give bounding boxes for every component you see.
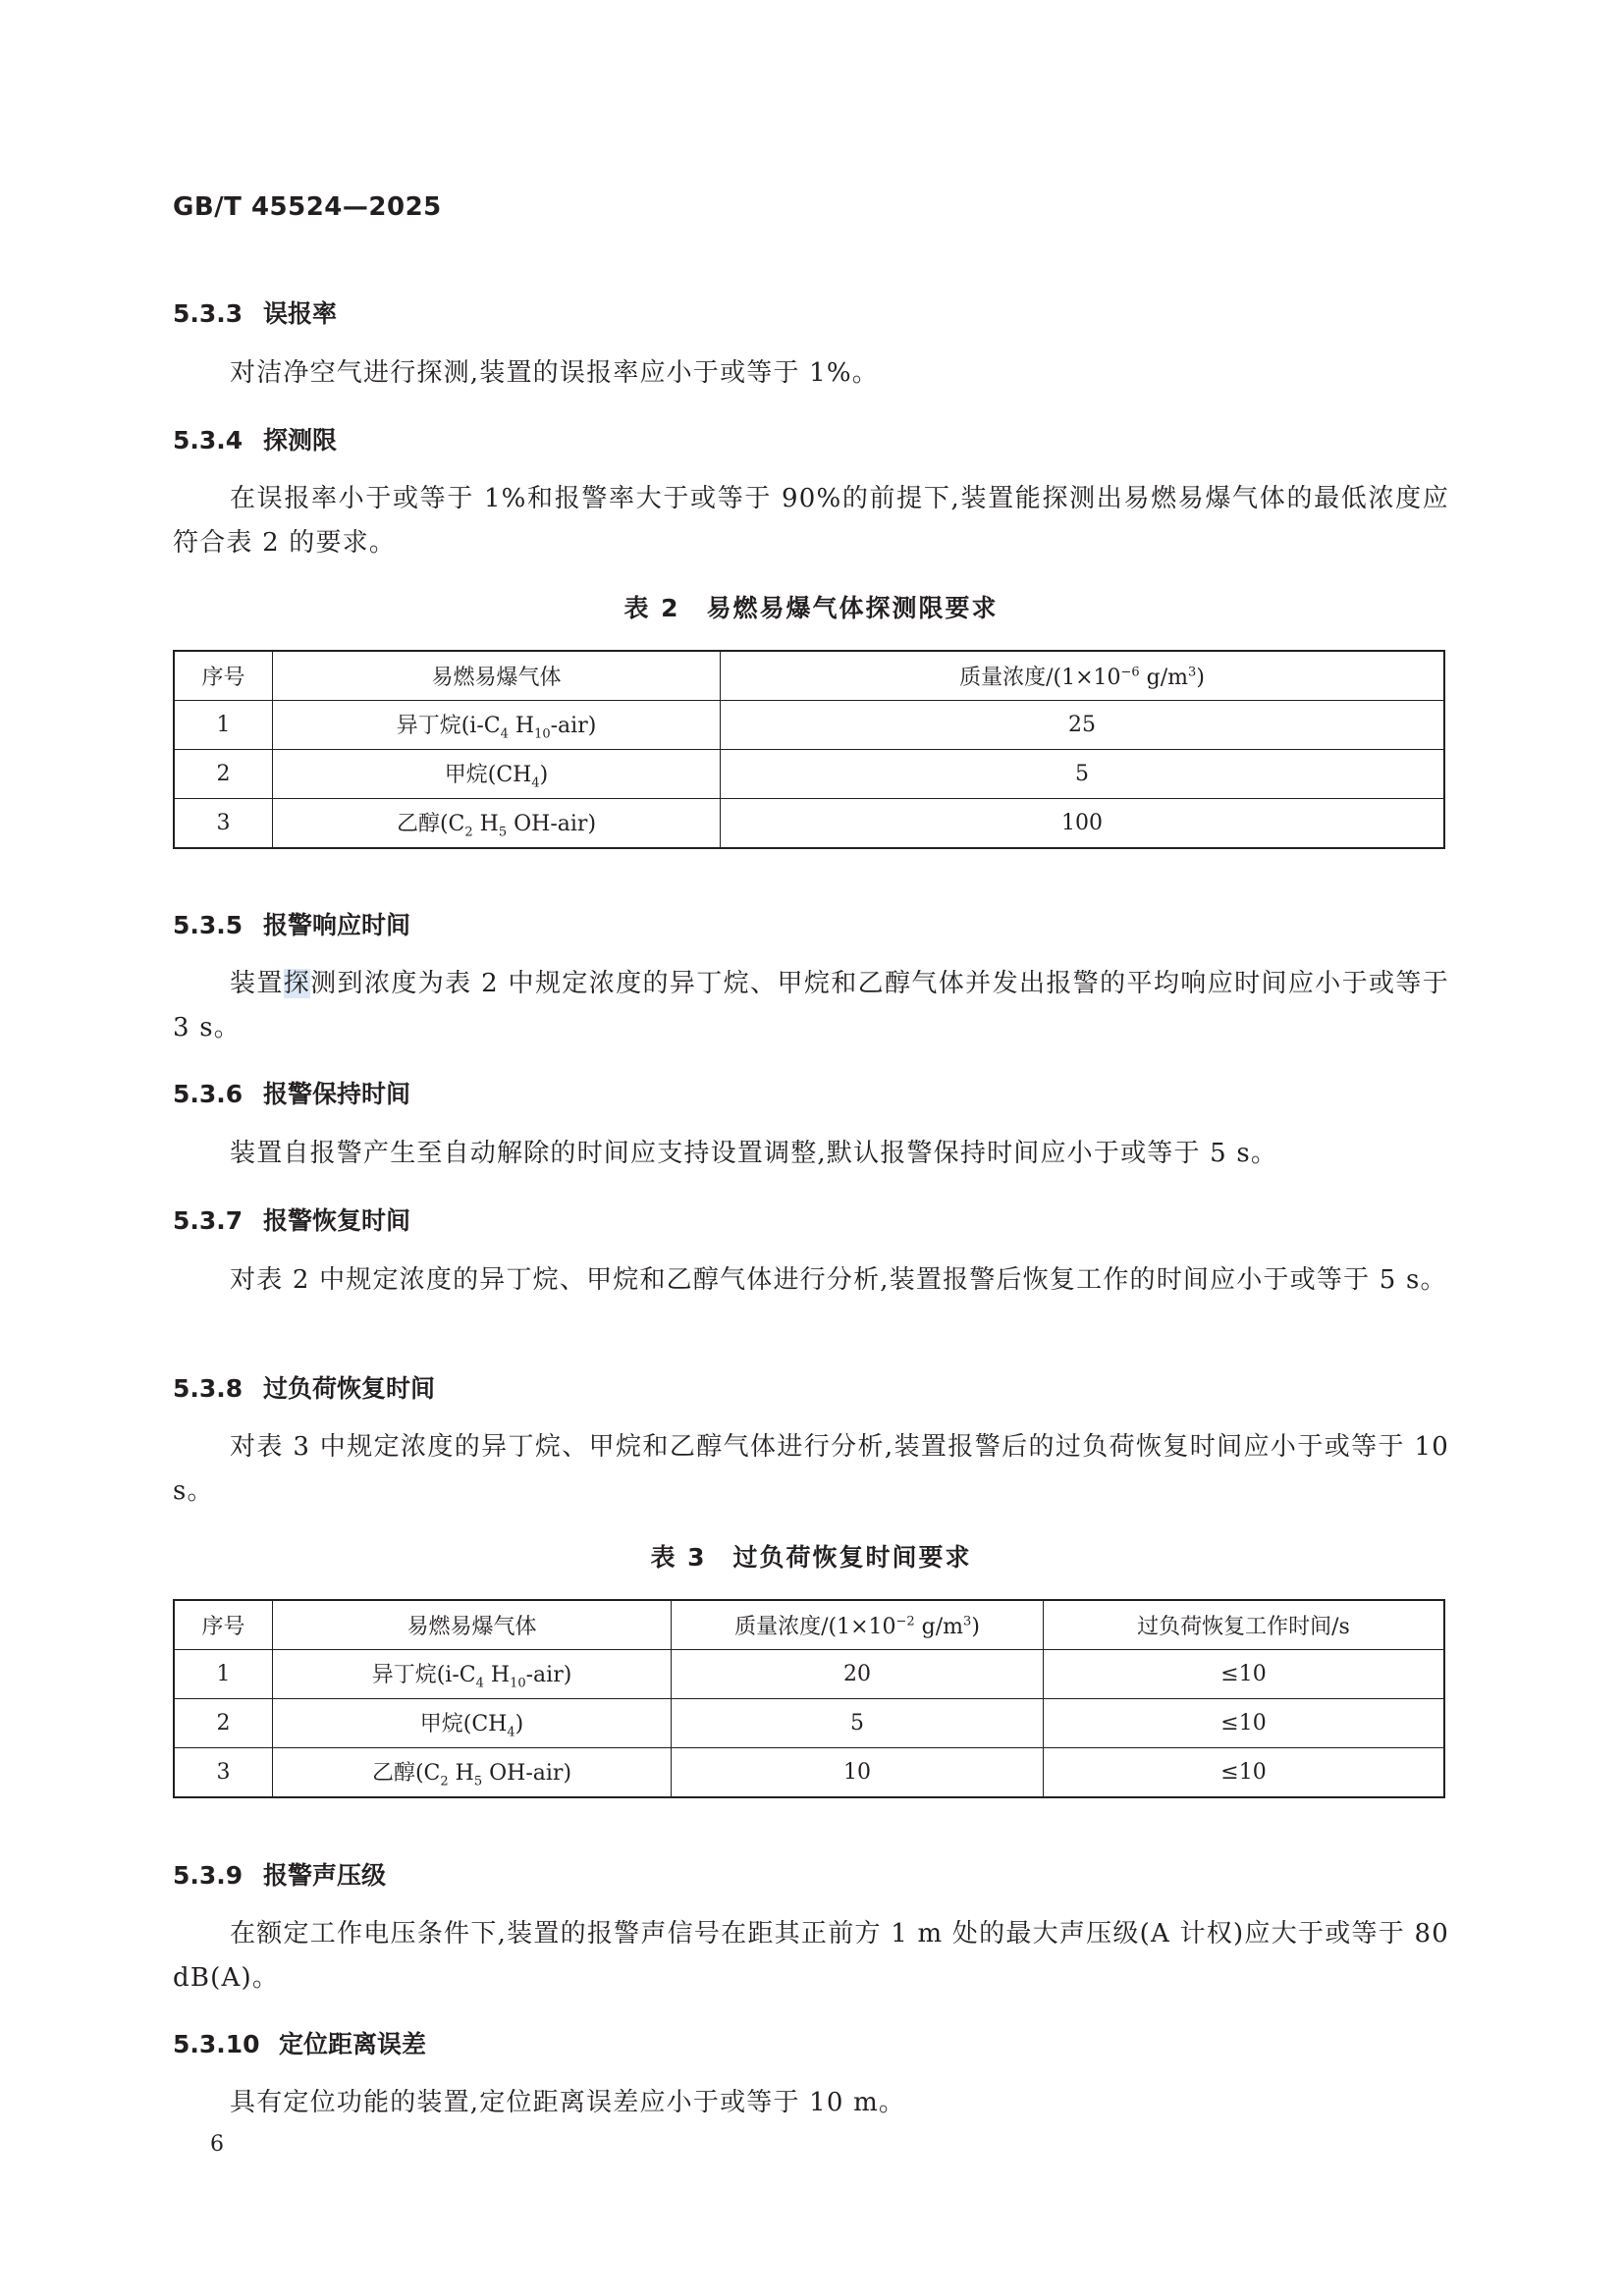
section-number: 5.3.7 xyxy=(173,1206,244,1235)
section-text-5-3-6: 装置自报警产生至自动解除的时间应支持设置调整,默认报警保持时间应小于或等于 5 s。 xyxy=(230,1139,1278,1168)
gas-name: 乙醇($C_2$ $H_5$ OH-air) xyxy=(273,1748,672,1798)
section-heading-5-3-5 xyxy=(173,906,410,941)
standard-code: GB/T 45524—2025 xyxy=(173,192,442,222)
section-title: 报警保持时间 xyxy=(263,1080,411,1108)
section-heading-5-3-9 xyxy=(173,1856,386,1892)
table-2 xyxy=(173,650,1445,849)
section-title: 误报率 xyxy=(263,299,338,328)
row-number: 1 xyxy=(174,701,273,750)
header-cell: 质量浓度$/(1\times 10^{-6}$ $g/m^3$) xyxy=(721,651,1445,701)
section-heading-5-3-8 xyxy=(173,1369,435,1405)
table-3-caption: 表 3 过负荷恢复时间要求 xyxy=(650,1543,972,1572)
section-number: 5.3.6 xyxy=(173,1080,244,1108)
table-row xyxy=(174,1748,1444,1798)
concentration: 5 xyxy=(721,750,1445,799)
row-number: 3 xyxy=(174,799,273,849)
table-2-caption: 表 2 易燃易爆气体探测限要求 xyxy=(623,594,999,622)
table-header-row xyxy=(174,1600,1444,1650)
section-title: 报警声压级 xyxy=(263,1861,387,1890)
section-number: 5.3.8 xyxy=(173,1374,244,1403)
concentration: 25 xyxy=(721,701,1445,750)
section-heading-5-3-4 xyxy=(173,421,337,456)
page-number: 6 xyxy=(210,2132,224,2157)
header-cell: 过负荷恢复工作时间/s xyxy=(1044,1600,1445,1650)
section-heading-5-3-3 xyxy=(173,294,337,330)
section-text-5-3-7: 对表 2 中规定浓度的异丁烷、甲烷和乙醇气体进行分析,装置报警后恢复工作的时间应小于或等于 5 s。 xyxy=(230,1265,1447,1295)
recovery-time: ≤10 xyxy=(1044,1699,1445,1748)
recovery-time: ≤10 xyxy=(1044,1650,1445,1699)
row-number: 2 xyxy=(174,750,273,799)
text-selection-highlight: 探 xyxy=(283,969,311,998)
section-text-5-3-4: 在误报率小于或等于 1%和报警率大于或等于 90%的前提下,装置能探测出易燃易爆气体的最低浓度应符合表 2 的要求。 xyxy=(173,484,1449,558)
table-3 xyxy=(173,1599,1445,1798)
section-title: 报警恢复时间 xyxy=(263,1206,411,1235)
concentration: 20 xyxy=(672,1650,1044,1699)
section-text-5-3-5: 装置探测到浓度为表 2 中规定浓度的异丁烷、甲烷和乙醇气体并发出报警的平均响应时间应小于或等于 3 s。 xyxy=(173,969,1449,1042)
section-number: 5.3.3 xyxy=(173,299,244,328)
header-cell: 质量浓度$/(1\times 10^{-2}$ $g/m^3$) xyxy=(672,1600,1044,1650)
header-cell: 易燃易爆气体 xyxy=(273,651,721,701)
section-text-5-3-9: 在额定工作电压条件下,装置的报警声信号在距其正前方 1 m 处的最大声压级(A 计权)应大于或等于 80 dB(A)。 xyxy=(173,1919,1449,1993)
gas-name: 甲烷$(CH_4)$ xyxy=(273,1699,672,1748)
table-row xyxy=(174,799,1444,849)
table-row xyxy=(174,701,1444,750)
concentration: 10 xyxy=(672,1748,1044,1798)
gas-name: 异丁烷($i-C_4$ $H_{10}-air$) xyxy=(273,701,721,750)
row-number: 2 xyxy=(174,1699,273,1748)
section-number: 5.3.4 xyxy=(173,426,244,454)
section-title: 定位距离误差 xyxy=(279,2030,427,2058)
section-number: 5.3.10 xyxy=(173,2030,260,2058)
section-text-5-3-10: 具有定位功能的装置,定位距离误差应小于或等于 10 m。 xyxy=(230,2088,906,2117)
table-row xyxy=(174,1650,1444,1699)
section-title: 探测限 xyxy=(263,426,338,454)
section-title: 报警响应时间 xyxy=(263,911,411,939)
row-number: 3 xyxy=(174,1748,273,1798)
gas-name: 乙醇($C_2$ $H_5$ OH-air) xyxy=(273,799,721,849)
gas-name: 异丁烷($i-C_4$ $H_{10}-air$) xyxy=(273,1650,672,1699)
header-cell: 序号 xyxy=(174,651,273,701)
section-heading-5-3-10 xyxy=(173,2025,426,2060)
section-text-5-3-3: 对洁净空气进行探测,装置的误报率应小于或等于 1%。 xyxy=(230,358,879,388)
section-number: 5.3.9 xyxy=(173,1861,244,1890)
table-row xyxy=(174,1699,1444,1748)
table-header-row xyxy=(174,651,1444,701)
header-cell: 易燃易爆气体 xyxy=(273,1600,672,1650)
section-title: 过负荷恢复时间 xyxy=(263,1374,436,1403)
section-text-5-3-8: 对表 3 中规定浓度的异丁烷、甲烷和乙醇气体进行分析,装置报警后的过负荷恢复时间应小于或等于 10 s。 xyxy=(173,1432,1449,1506)
row-number: 1 xyxy=(174,1650,273,1699)
table-row xyxy=(174,750,1444,799)
recovery-time: ≤10 xyxy=(1044,1748,1445,1798)
section-heading-5-3-6 xyxy=(173,1075,410,1110)
concentration: 100 xyxy=(721,799,1445,849)
gas-name: 甲烷$(CH_4)$ xyxy=(273,750,721,799)
header-cell: 序号 xyxy=(174,1600,273,1650)
concentration: 5 xyxy=(672,1699,1044,1748)
section-heading-5-3-7 xyxy=(173,1201,410,1237)
section-number: 5.3.5 xyxy=(173,911,244,939)
